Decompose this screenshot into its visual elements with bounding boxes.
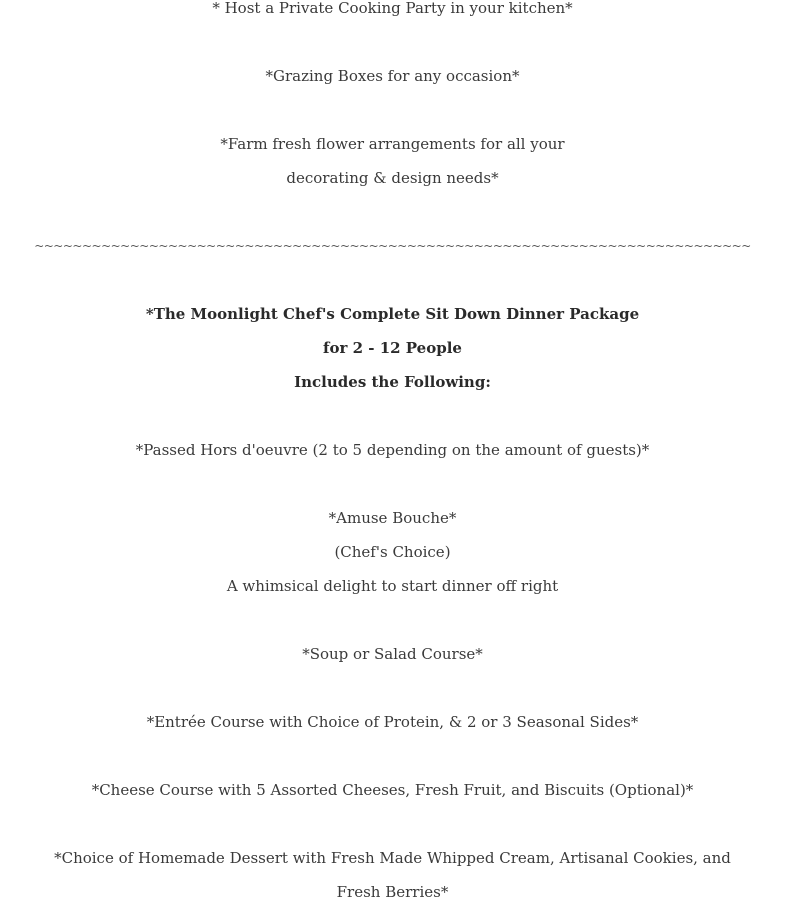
spacer — [0, 399, 785, 433]
package-includes-label: Includes the Following: — [294, 373, 491, 391]
spacer — [0, 195, 785, 229]
spacer — [0, 263, 785, 297]
tilde-divider: ~~~~~~~~~~~~~~~~~~~~~~~~~~~~~~~~~~~~~~~~~~~~~~~~~~~~~~~~~~~~~~~~~~~~~~~~~~~ — [34, 239, 751, 253]
service-cooking-party: * Host a Private Cooking Party in your kitchen* — [212, 0, 573, 17]
item-cheese: *Cheese Course with 5 Assorted Cheeses, Fresh Fruit, and Biscuits (Optional)* — [91, 781, 694, 799]
spacer — [0, 25, 785, 59]
service-flowers-line1: *Farm fresh flower arrangements for all your — [220, 135, 565, 153]
service-grazing-boxes: *Grazing Boxes for any occasion* — [265, 67, 520, 85]
item-amuse-bouche: *Amuse Bouche* — [328, 509, 457, 527]
package-title: *The Moonlight Chef's Complete Sit Down Dinner Package — [145, 305, 640, 323]
item-amuse-desc: A whimsical delight to start dinner off right — [226, 577, 559, 595]
item-amuse-note: (Chef's Choice) — [334, 543, 451, 561]
spacer — [0, 603, 785, 637]
package-subtitle: for 2 - 12 People — [323, 339, 462, 357]
spacer — [0, 739, 785, 773]
spacer — [0, 807, 785, 841]
spacer — [0, 93, 785, 127]
item-entree: *Entrée Course with Choice of Protein, & 2 or 3 Seasonal Sides* — [146, 713, 639, 731]
service-flowers-line2: decorating & design needs* — [286, 169, 499, 187]
spacer — [0, 467, 785, 501]
item-soup-salad: *Soup or Salad Course* — [302, 645, 483, 663]
item-dessert: *Choice of Homemade Dessert with Fresh Made Whipped Cream, Artisanal Cookies, and Fresh Berries* — [54, 849, 731, 901]
item-hors-doeuvre: *Passed Hors d'oeuvre (2 to 5 depending on the amount of guests)* — [135, 441, 650, 459]
spacer — [0, 671, 785, 705]
